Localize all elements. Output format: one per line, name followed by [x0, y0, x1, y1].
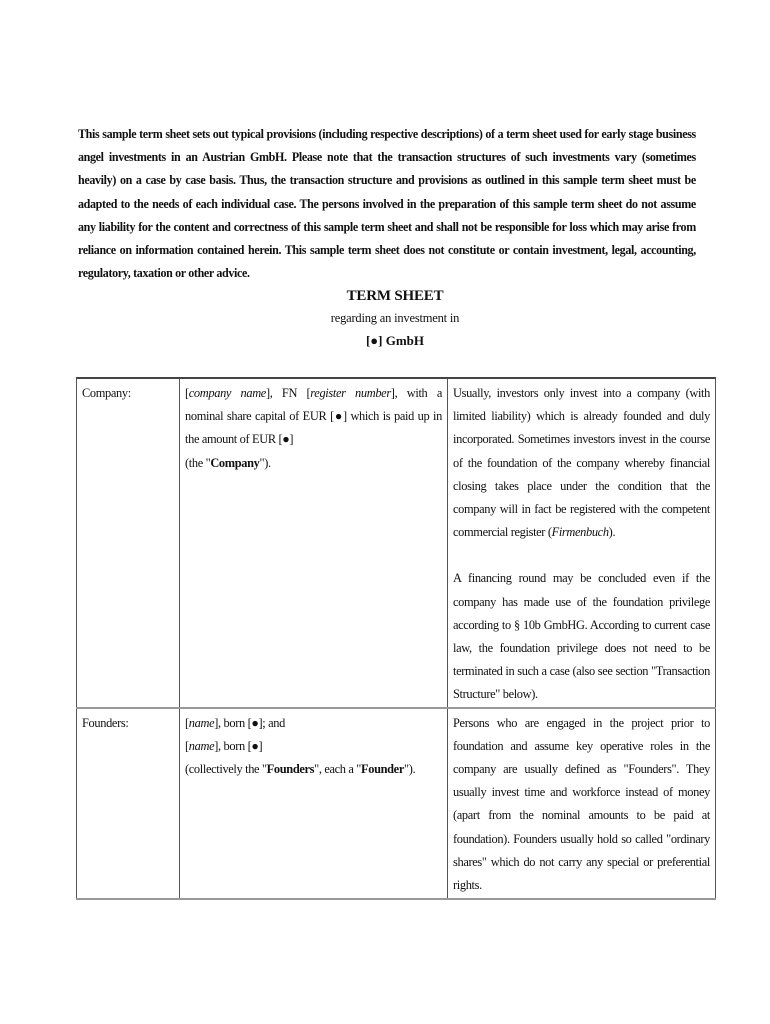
term-sheet-table [76, 377, 716, 900]
comment-paragraph: A financing round may be concluded even if the company has made use of the foundation privilege according to § 10b GmbHG. According to current case law, the foundation privilege does not need to be terminated in such a case (also see section "Transaction Structure" below). [453, 571, 710, 702]
company-heading: [●] GmbH [365, 333, 425, 348]
row-label-company: Company: [77, 378, 180, 708]
document-title: TERM SHEET [346, 288, 444, 304]
text-run: Usually, investors only invest into a company (with limited liability) which is already founded and duly incorporated. Sometimes investors invest in the course of the foundation of the company whereby financial closing takes place under the condition that the company will in fact be registered with the competent commercial register ( [453, 386, 710, 540]
founder-line-1 [185, 712, 442, 735]
intro-paragraph: This sample term sheet sets out typical provisions (including respective descriptions) of a term sheet used for early stage business angel investments in an Austrian GmbH. Please note that the transaction structures of such investments vary (sometimes heavily) on a case by case basis. Thus, the transaction structure and provisions as outlined in this sample term sheet must be adapted to the needs of each individual case. The persons involved in the preparation of this sample term sheet do not assume any liability for the content and correctness of this sample term sheet and shall not be responsible for loss which may arise from reliance on information contained herein. This sample term sheet does not constitute or contain investment, legal, accounting, regulatory, taxation or other advice. [78, 127, 696, 281]
row-label-founders: Founders: [77, 708, 180, 899]
text-run: [ [185, 386, 189, 400]
placeholder-register-number: register number [310, 386, 391, 400]
text-run: ", each a " [314, 762, 361, 777]
company-comment [448, 378, 716, 708]
founders-provision [180, 708, 448, 899]
founders-comment: Persons who are engaged in the project prior to foundation and assume key operative roles in the company are usually defined as "Founders". They usually invest time and workforce instead of money (apart from the nominal amounts to be paid at foundation). Founders usually hold so called "ordinary shares" which do not carry any special or preferential rights. [448, 708, 716, 899]
comment-paragraph [453, 382, 710, 544]
defined-term-founders: Founders [266, 762, 315, 777]
placeholder-company-name: company name [188, 386, 266, 400]
text-run: ). [608, 525, 616, 540]
founder-line-3 [185, 758, 442, 781]
text-run: (the " [185, 455, 211, 470]
text-run: (collectively the " [185, 762, 267, 777]
text-run: ], born [●] [214, 738, 263, 753]
title-block [0, 285, 770, 353]
text-run: [ [185, 738, 189, 753]
text-run: "). [404, 762, 416, 777]
defined-term-company: Company [210, 455, 260, 470]
document-subtitle: regarding an investment in [330, 311, 460, 325]
table-row-founders [77, 708, 716, 899]
text-run: ], with a nominal share capital of EUR [●] which is paid up in the amount of EUR [●] [185, 386, 442, 447]
founder-line-2 [185, 735, 442, 758]
placeholder-name: name [188, 715, 215, 730]
defined-term-founder: Founder [361, 762, 404, 777]
text-run: ], born [●]; and [214, 715, 285, 730]
text-run: [ [185, 715, 189, 730]
table-row-company [77, 378, 716, 708]
text-run: ], FN [ [265, 386, 311, 400]
placeholder-name: name [188, 738, 215, 753]
italic-term: Firmenbuch [551, 525, 609, 540]
defined-term-line [185, 452, 442, 475]
company-provision [180, 378, 448, 708]
text-run: "). [259, 455, 271, 470]
